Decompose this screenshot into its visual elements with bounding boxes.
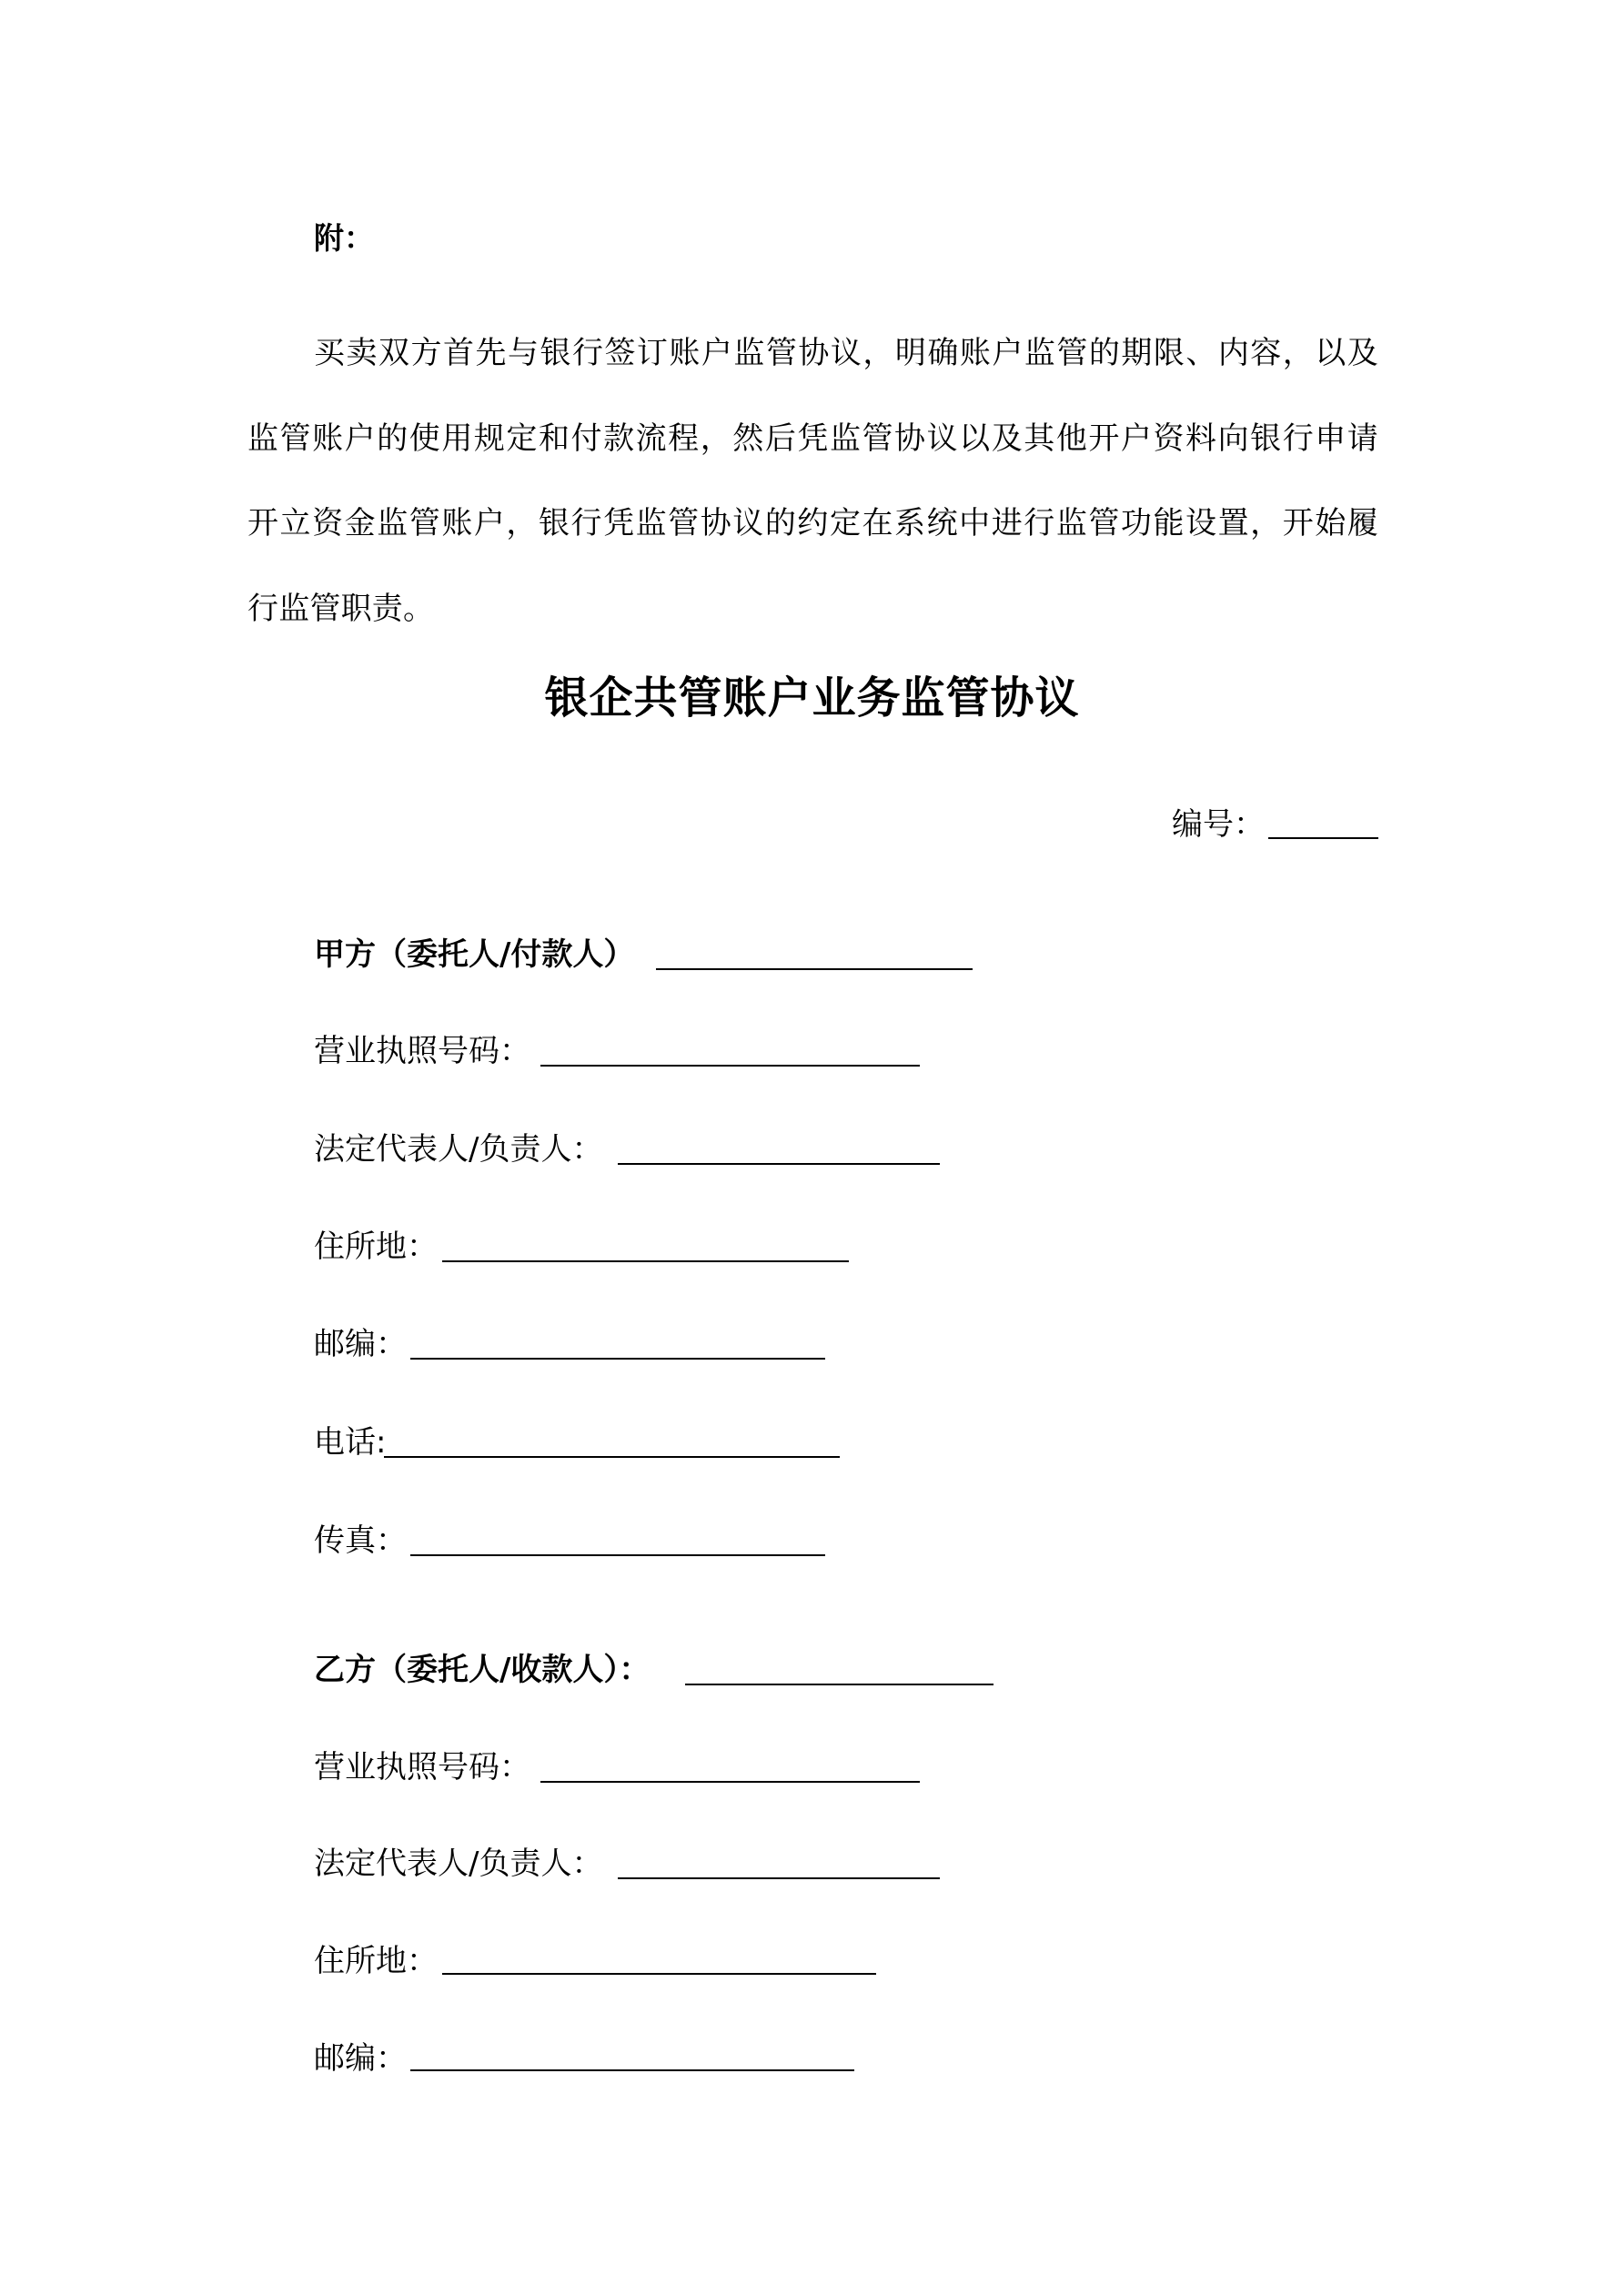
party-b-name-field[interactable] — [685, 1684, 994, 1685]
party-b-address-field[interactable] — [442, 1973, 876, 1975]
party-a-phone-label: 电话: — [314, 1424, 387, 1461]
party-a-legal-rep-label: 法定代表人/负责人： — [314, 1131, 603, 1168]
intro-paragraph — [247, 311, 1378, 652]
party-a-heading: 甲方（委托人/付款人） — [314, 936, 635, 973]
document-title: 银企共管账户业务监管协议 — [544, 673, 1080, 723]
party-b-heading: 乙方（委托人/收款人）： — [314, 1652, 651, 1688]
note-label: 附： — [314, 220, 374, 256]
party-b-postcode-field[interactable] — [410, 2069, 854, 2071]
party-b-postcode-label: 邮编： — [314, 2040, 407, 2077]
paragraph-line: 监管账户的使用规定和付款流程，然后凭监管协议以及其他开户资料向银行申请 — [247, 420, 1378, 457]
paragraph-line: 开立资金监管账户，银行凭监管协议的约定在系统中进行监管功能设置，开始履 — [247, 505, 1378, 541]
party-a-fax-label: 传真： — [314, 1522, 407, 1559]
party-b-license-field[interactable] — [540, 1781, 920, 1783]
party-a-phone-field[interactable] — [384, 1456, 840, 1458]
party-b-legal-rep-field[interactable] — [618, 1877, 940, 1879]
document-number-label: 编号： — [1172, 806, 1265, 843]
party-a-legal-rep-field[interactable] — [618, 1163, 940, 1165]
paragraph-line: 买卖双方首先与银行签订账户监管协议，明确账户监管的期限、内容，以及 — [314, 335, 1378, 371]
paragraph-line: 行监管职责。 — [247, 590, 435, 627]
party-a-address-label: 住所地： — [314, 1229, 438, 1265]
party-a-fax-field[interactable] — [410, 1554, 825, 1556]
party-a-license-field[interactable] — [540, 1065, 920, 1067]
party-a-postcode-field[interactable] — [410, 1358, 825, 1360]
party-b-address-label: 住所地： — [314, 1943, 438, 1979]
party-b-license-label: 营业执照号码： — [314, 1749, 530, 1785]
document-number-field[interactable] — [1268, 837, 1378, 839]
party-a-name-field[interactable] — [656, 968, 973, 970]
party-a-postcode-label: 邮编： — [314, 1326, 407, 1362]
party-a-license-label: 营业执照号码： — [314, 1033, 530, 1069]
party-a-address-field[interactable] — [442, 1260, 849, 1262]
party-b-legal-rep-label: 法定代表人/负责人： — [314, 1846, 603, 1882]
